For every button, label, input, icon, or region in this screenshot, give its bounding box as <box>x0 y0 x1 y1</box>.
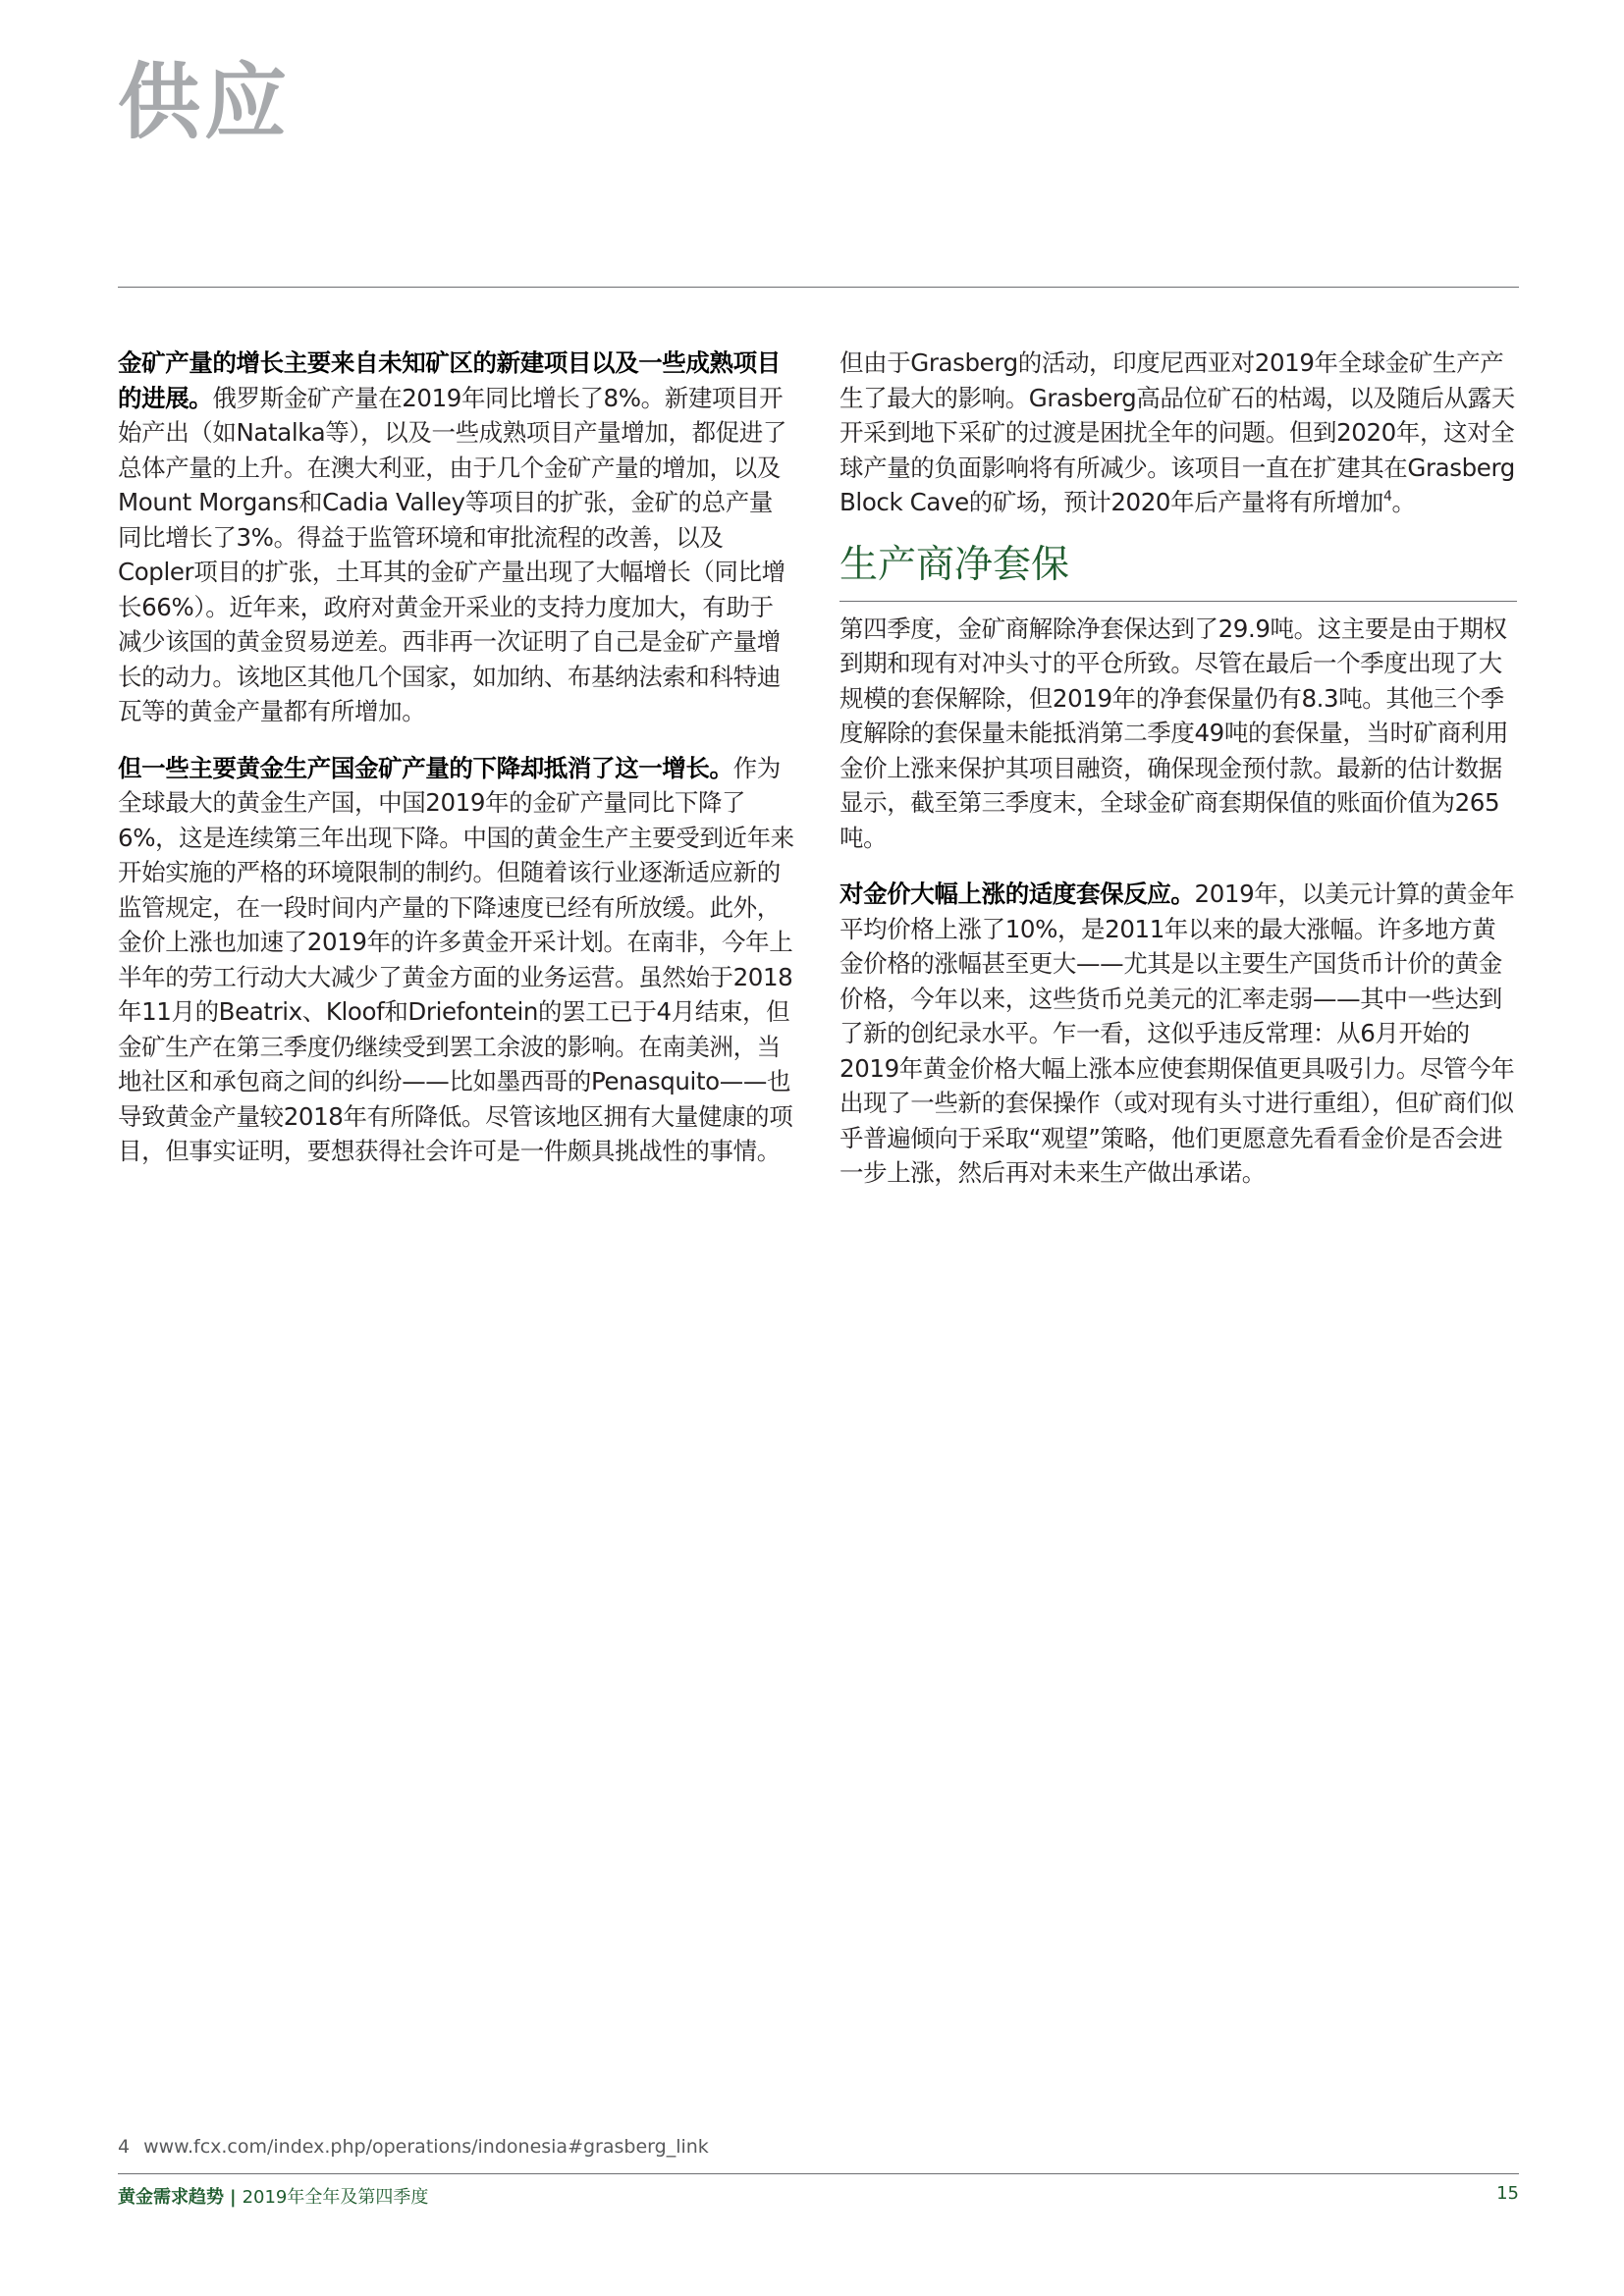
paragraph-grasberg <box>839 346 1517 520</box>
paragraph-body: 第四季度，金矿商解除净套保达到了29.9吨。这主要是由于期权到期和现有对冲头寸的平仓所致。尽管在最后一个季度出现了大规模的套保解除，但2019年的净套保量仍有8.3吨。其他三个季度解除的套保量未能抵消第二季度49吨的套保量，当时矿商利用金价上涨来保护其项目融资，确保现金预付款。最新的估计数据显示，截至第三季度末，全球金矿商套期保值的账面价值为265吨。 <box>839 614 1509 852</box>
section-divider <box>839 601 1517 602</box>
footnote-number: 4 <box>118 2136 131 2158</box>
paragraph-production-decline <box>118 751 795 1169</box>
paragraph-q4-dehedging <box>839 612 1517 856</box>
paragraph-body: 但由于Grasberg的活动，印度尼西亚对2019年全球金矿生产产生了最大的影响。Grasberg高品位矿石的枯竭，以及随后从露天开采到地下采矿的过渡是困扰全年的问题。但到2020年，这对全球产量的负面影响将有所减少。该项目一直在扩建其在Grasberg Block Cave的矿场，预计2020年后产量将有所增加 <box>839 348 1515 516</box>
paragraph-lead: 对金价大幅上涨的适度套保反应。 <box>839 880 1195 908</box>
footer-separator: | <box>230 2187 237 2208</box>
paragraph-gold-growth <box>118 346 795 729</box>
right-column <box>839 346 1517 1212</box>
section-heading-hedging: 生产商净套保 <box>839 542 1070 587</box>
paragraph-body: 作为全球最大的黄金生产国，中国2019年的金矿产量同比下降了6%，这是连续第三年出现下降。中国的黄金生产主要受到近年来开始实施的严格的环境限制的制约。但随着该行业逐渐适应新的监管规定，在一段时间内产量的下降速度已经有所放缓。此外，金价上涨也加速了2019年的许多黄金开采计划。在南非，今年上半年的劳工行动大大减少了黄金方面的业务运营。虽然始于2018年11月的Beatrix、Kloof和Driefontein的罢工已于4月结束，但金矿生产在第三季度仍继续受到罢工余波的影响。在南美洲，当地社区和承包商之间的纠纷——比如墨西哥的Penasquito——也导致黄金产量较2018年有所降低。尽管该地区拥有大量健康的项目，但事实证明，要想获得社会许可是一件颇具挑战性的事情。 <box>118 753 794 1165</box>
title-divider <box>118 287 1519 288</box>
paragraph-body: 2019年，以美元计算的黄金年平均价格上涨了10%，是2011年以来的最大涨幅。许多地方黄金价格的涨幅甚至更大——尤其是以主要生产国货币计价的黄金价格，今年以来，这些货币兑美元的汇率走弱——其中一些达到了新的创纪录水平。乍一看，这似乎违反常理：从6月开始的2019年黄金价格大幅上涨本应使套期保值更具吸引力。尽管今年出现了一些新的套保操作（或对现有头寸进行重组），但矿商们似乎普遍倾向于采取“观望”策略，他们更愿意先看看金价是否会进一步上涨，然后再对未来生产做出承诺。 <box>839 880 1515 1187</box>
paragraph-body: 俄罗斯金矿产量在2019年同比增长了8%。新建项目开始产出（如Natalka等），以及一些成熟项目产量增加，都促进了总体产量的上升。在澳大利亚，由于几个金矿产量的增加，以及Mount Morgans和Cadia Valley等项目的扩张，金矿的总产量同比增长了3%。得益于监管环境和审批流程的改善，以及Copler项目的扩张，土耳其的金矿产量出现了大幅增长（同比增长66%）。近年来，政府对黄金开采业的支持力度加大，有助于减少该国的黄金贸易逆差。西非再一次证明了自己是金矿产量增长的动力。该地区其他几个国家，如加纳、布基纳法索和科特迪瓦等的黄金产量都有所增加。 <box>118 383 786 725</box>
footer <box>118 2183 428 2209</box>
footnote <box>118 2136 709 2158</box>
paragraph-hedging-response <box>839 877 1517 1191</box>
footer-brand: 黄金需求趋势 <box>118 2187 224 2208</box>
paragraph-lead: 金矿产量的增长主要来自未知矿区的新建项目以及一些成熟项目的进展。 <box>118 348 781 412</box>
page-title: 供应 <box>118 54 292 150</box>
paragraph-lead: 但一些主要黄金生产国金矿产量的下降却抵消了这一增长。 <box>118 753 733 782</box>
footnote-reference[interactable]: 4 <box>1383 489 1392 505</box>
footer-subtitle: 2019年全年及第四季度 <box>242 2187 429 2208</box>
left-column <box>118 346 795 1191</box>
paragraph-end: 。 <box>1391 488 1416 516</box>
footnote-link[interactable]: www.fcx.com/index.php/operations/indonesia#grasberg_link <box>143 2136 709 2158</box>
page-number: 15 <box>1496 2183 1519 2204</box>
footer-divider <box>118 2173 1519 2174</box>
